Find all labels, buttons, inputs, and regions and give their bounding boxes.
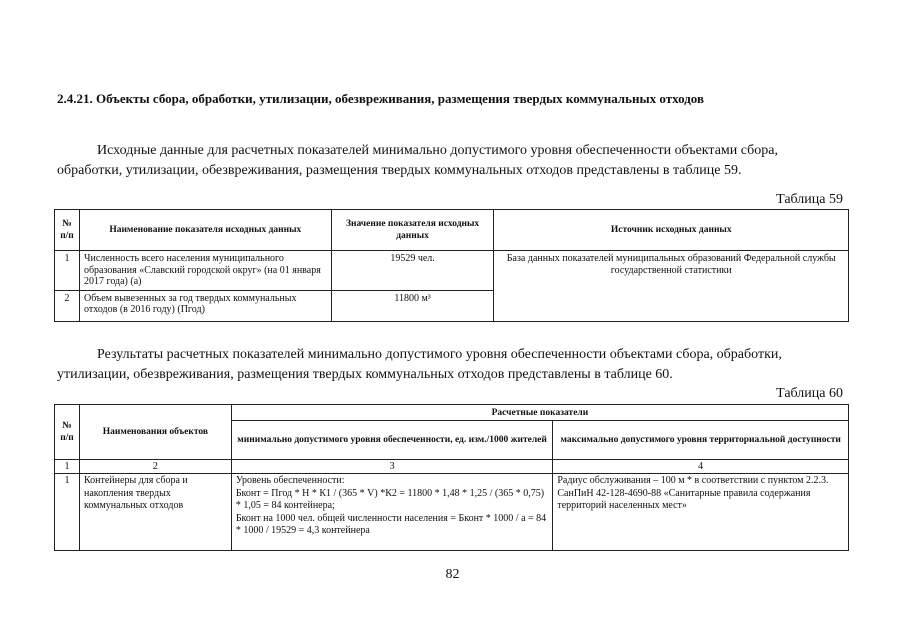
table-60 (54, 404, 849, 551)
header-indicator: Наименование показателя исходных данных (79, 210, 331, 251)
header-max-access: максимально допустимого уровня территориальной доступности (553, 421, 849, 460)
header-num: № п/п (55, 405, 80, 460)
section-heading: 2.4.21. Объекты сбора, обработки, утилизации, обезвреживания, размещения твердых коммунальных отходов (57, 91, 704, 106)
calc-line: Уровень обеспеченности: (235, 475, 345, 486)
row-value: 11800 м³ (331, 290, 494, 321)
row-value: 19529 чел. (331, 251, 494, 291)
table-row (55, 251, 849, 291)
column-number: 4 (553, 460, 849, 474)
header-group: Расчетные показатели (231, 405, 848, 421)
column-number-row (55, 460, 849, 474)
page-number: 82 (445, 567, 460, 582)
calc-line: Бконт = Пгод * Н * К1 / (365 * V) *К2 = 11800 * 1,48 * 1,25 / (365 * 0,75) * 1,05 = 84 контейнера; (235, 487, 545, 511)
results-paragraph: Результаты расчетных показателей минимально допустимого уровня обеспеченности объектами сбора, обработки, утилизации, обезвреживания, размещения твердых коммунальных отходов представлены в таблице 60. (57, 347, 782, 382)
row-num: 1 (55, 474, 80, 551)
header-source: Источник исходных данных (494, 210, 849, 251)
intro-paragraph: Исходные данные для расчетных показателей минимально допустимого уровня обеспеченности объектами сбора, обработки, утилизации, обезвреживания, размещения твердых коммунальных отходов представлены в таблице 59. (57, 143, 778, 178)
header-min-level: минимально допустимого уровня обеспеченности, ед. изм./1000 жителей (231, 421, 553, 460)
column-number: 1 (55, 460, 80, 474)
table-59-caption: Таблица 59 (776, 192, 843, 207)
header-num: № п/п (55, 210, 80, 251)
row-num: 1 (55, 251, 80, 291)
column-number: 3 (231, 460, 553, 474)
row-calculation (231, 474, 553, 551)
row-name: Объем вывезенных за год твердых коммунальных отходов (в 2016 году) (Пгод) (79, 290, 331, 321)
table-row (55, 474, 849, 551)
table-59 (54, 209, 849, 322)
header-value: Значение показателя исходных данных (331, 210, 494, 251)
row-name: Контейнеры для сбора и накопления твердых коммунальных отходов (79, 474, 231, 551)
table-header-row (55, 210, 849, 251)
table-header-row (55, 405, 849, 421)
row-access: Радиус обслуживания – 100 м * в соответствии с пунктом 2.2.3. СанПиН 42-128-4690-88 «Санитарные правила содержания территорий населенных мест» (553, 474, 849, 551)
header-object-name: Наименования объектов (79, 405, 231, 460)
calc-line: Бконт на 1000 чел. общей численности населения = Бконт * 1000 / а = 84 * 1000 / 19529 = 4,3 контейнера (235, 512, 547, 536)
table-60-caption: Таблица 60 (776, 386, 843, 401)
row-source: База данных показателей муниципальных образований Федеральной службы государственной статистики (494, 251, 849, 322)
row-name: Численность всего населения муниципального образования «Славский городской округ» (на 01 января 2017 года) (а) (79, 251, 331, 291)
column-number: 2 (79, 460, 231, 474)
row-num: 2 (55, 290, 80, 321)
